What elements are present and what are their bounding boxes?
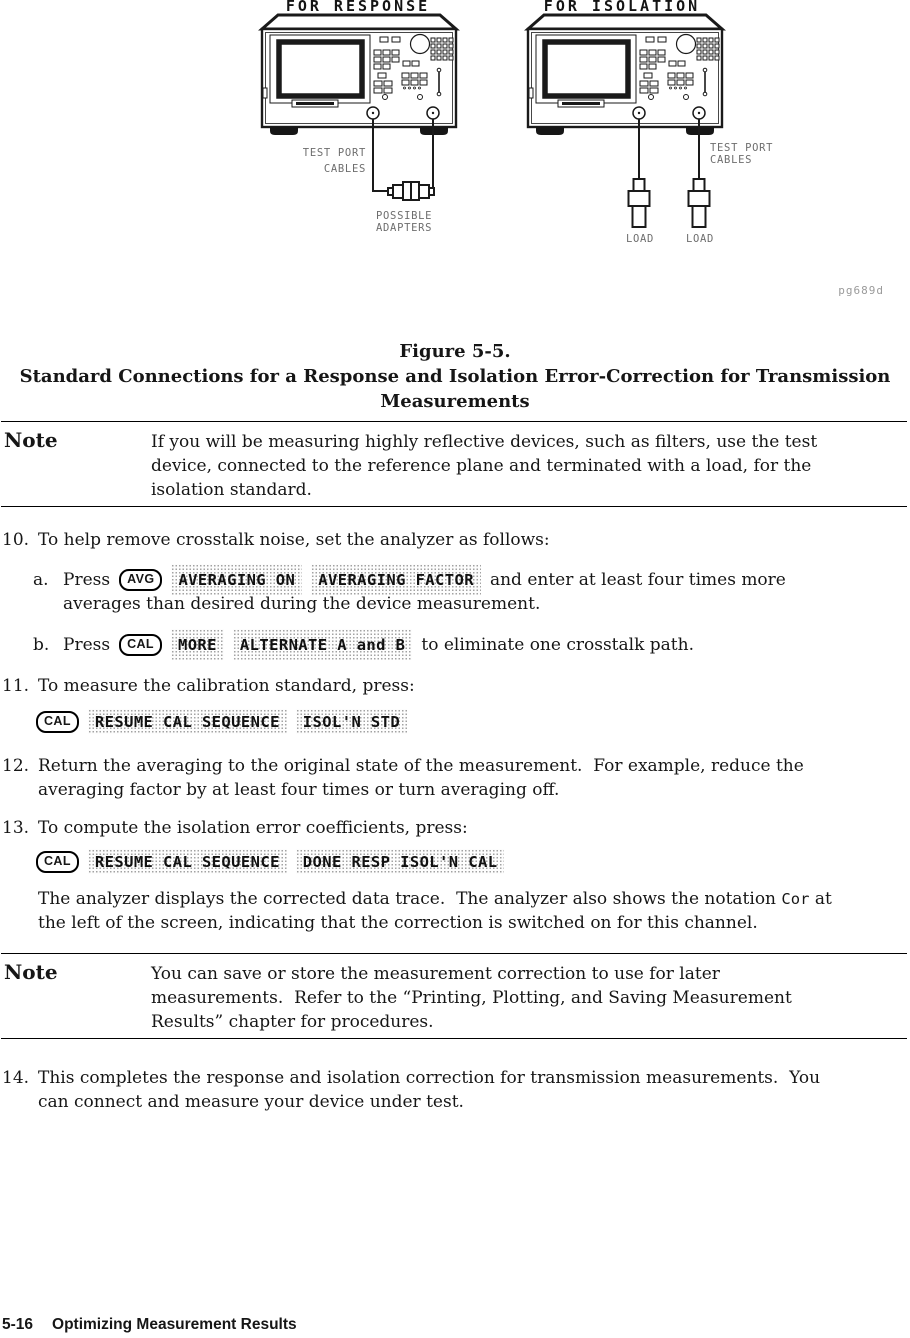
step-text-line: can connect and measure your device under test. <box>38 1092 464 1112</box>
adapter-label-2: ADAPTERS <box>376 222 433 234</box>
step-number: 10. <box>2 530 30 550</box>
load-label-left: LOAD <box>625 233 655 245</box>
page-number: 5-16 <box>2 1316 34 1333</box>
note-box-1 <box>1 421 907 507</box>
cal-key: CAL <box>36 711 79 733</box>
step-text: To measure the calibration standard, press: <box>38 676 415 696</box>
step-number: 11. <box>2 676 30 696</box>
connection-diagram <box>0 0 910 255</box>
load-terminator-right <box>689 179 710 227</box>
plot-code: pg689d <box>838 284 884 297</box>
step-13-paragraph <box>38 887 832 935</box>
cor-notation: Cor <box>781 890 810 908</box>
step-12 <box>2 754 804 802</box>
step-13-keys <box>36 849 504 874</box>
step-text: Press <box>63 634 111 655</box>
softkey-isoln-std: ISOL'N STD <box>296 709 407 734</box>
note-label: Note <box>4 428 58 452</box>
analyzer-isolation <box>528 15 722 227</box>
step-text-line: Return the averaging to the original state of the measurement. For example, reduce the <box>38 756 804 776</box>
note-text-line: measurements. Refer to the “Printing, Plotting, and Saving Measurement <box>151 988 792 1008</box>
step-text: to eliminate one crosstalk path. <box>421 634 694 655</box>
note-body <box>151 430 817 502</box>
diagram-title-isolation: FOR ISOLATION <box>543 0 701 15</box>
step-text-line: averaging factor by at least four times or turn averaging off. <box>38 780 560 800</box>
paragraph-text: The analyzer displays the corrected data trace. The analyzer also shows the notation <box>38 889 777 909</box>
substep-marker: a. <box>33 569 49 590</box>
adapter <box>388 182 434 200</box>
softkey-done-resp-isoln-cal: DONE RESP ISOL'N CAL <box>296 849 505 874</box>
page-footer <box>2 1316 297 1334</box>
cal-key: CAL <box>36 851 79 873</box>
step-13 <box>2 816 468 840</box>
softkey-averaging-factor: AVERAGING FACTOR <box>311 564 481 595</box>
step-10 <box>2 528 550 552</box>
paragraph-line: the left of the screen, indicating that the correction is switched on for this channel. <box>38 913 758 933</box>
note-text-line: isolation standard. <box>151 480 312 500</box>
step-text-line: This completes the response and isolation correction for transmission measurements. You <box>38 1068 821 1088</box>
chapter-title: Optimizing Measurement Results <box>52 1316 297 1333</box>
substep-marker: b. <box>33 634 50 655</box>
note-box-2 <box>1 953 907 1039</box>
softkey-resume-cal-sequence: RESUME CAL SEQUENCE <box>88 709 287 734</box>
step-text <box>38 1066 820 1114</box>
response-cable-label-1: TEST PORT <box>302 147 366 159</box>
load-terminator-left <box>629 179 650 227</box>
figure-caption <box>0 339 910 414</box>
step-10a <box>33 564 786 595</box>
step-11-keys <box>36 709 407 734</box>
step-text: To compute the isolation error coefficients, press: <box>38 818 468 838</box>
cal-key: CAL <box>119 634 162 656</box>
isolation-cable-label-2: CABLES <box>710 154 753 166</box>
softkey-alternate-a-and-b: ALTERNATE A and B <box>233 629 412 660</box>
response-cable-label-2: CABLES <box>323 163 366 175</box>
diagram-title-response: FOR RESPONSE <box>285 0 431 15</box>
step-number: 13. <box>2 818 30 838</box>
note-text-line: device, connected to the reference plane and terminated with a load, for the <box>151 456 812 476</box>
softkey-averaging-on: AVERAGING ON <box>171 564 302 595</box>
isolation-cable-label-1: TEST PORT <box>710 142 774 154</box>
paragraph-line <box>38 887 832 911</box>
avg-key: AVG <box>119 569 162 591</box>
note-text-line: If you will be measuring highly reflective devices, such as filters, use the test <box>151 432 818 452</box>
step-text: To help remove crosstalk noise, set the analyzer as follows: <box>38 530 550 550</box>
caption-line-1: Figure 5-5. <box>399 341 511 362</box>
note-text-line: You can save or store the measurement correction to use for later <box>151 964 720 984</box>
softkey-more: MORE <box>171 629 224 660</box>
step-text: and enter at least four times more <box>489 569 786 590</box>
note-text-line: Results” chapter for procedures. <box>151 1012 434 1032</box>
step-number: 14. <box>2 1068 30 1088</box>
step-text: Press <box>63 569 111 590</box>
note-label: Note <box>4 960 58 984</box>
step-text <box>38 754 804 802</box>
step-10b <box>33 629 694 660</box>
step-10a-line2: averages than desired during the device measurement. <box>63 594 541 614</box>
step-number: 12. <box>2 756 30 776</box>
softkey-resume-cal-sequence: RESUME CAL SEQUENCE <box>88 849 287 874</box>
adapter-label-1: POSSIBLE <box>376 210 433 222</box>
step-14 <box>2 1066 820 1114</box>
note-body <box>151 962 792 1034</box>
caption-line-2: Standard Connections for a Response and Isolation Error-Correction for Transmission <box>19 366 891 387</box>
paragraph-text: at <box>814 889 832 909</box>
caption-line-3: Measurements <box>380 391 530 412</box>
step-11 <box>2 674 415 698</box>
load-label-right: LOAD <box>685 233 715 245</box>
